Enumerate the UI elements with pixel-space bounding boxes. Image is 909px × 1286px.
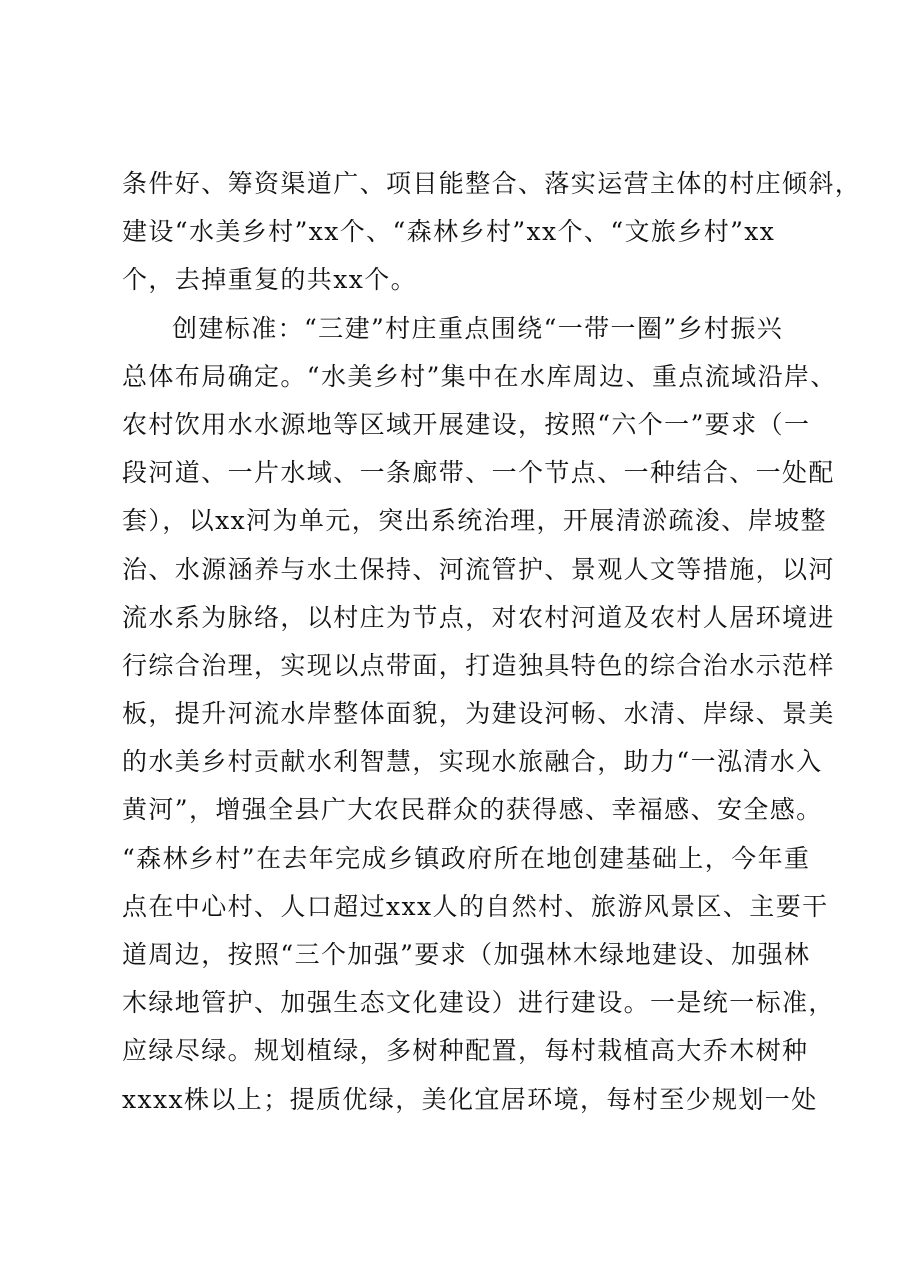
text-line: 点在中心村、人口超过xxx人的自然村、旅游风景区、主要干 xyxy=(122,891,829,921)
text-line: “森林乡村”在去年完成乡镇政府所在地创建基础上，今年重 xyxy=(122,843,811,873)
body-text xyxy=(122,160,862,1124)
text-line: 道周边，按照“三个加强”要求（加强林木绿地建设、加强林 xyxy=(122,940,811,969)
text-line: 农村饮用水水源地等区域开展建设，按照“六个一”要求（一 xyxy=(122,409,811,439)
text-line: 段河道、一片水域、一条廊带、一个节点、一种结合、一处配 xyxy=(122,458,835,488)
text-line: 的水美乡村贡献水利智慧，实现水旅融合，助力“一泓清水入 xyxy=(122,747,823,777)
text-line: 板，提升河流水岸整体面貌，为建设河畅、水清、岸绿、景美 xyxy=(122,699,835,729)
text-line: xxxx株以上；提质优绿，美化宜居环境，每村至少规划一处 xyxy=(122,1084,818,1114)
text-line: 条件好、筹资渠道广、项目能整合、落实运营主体的村庄倾斜， xyxy=(122,169,862,198)
paragraph-first-line: 创建标准：“三建”村庄重点围绕“一带一圈”乡村振兴 xyxy=(172,313,784,343)
text-line: 木绿地管护、加强生态文化建设）进行建设。一是统一标准， xyxy=(122,988,835,1018)
text-line: 黄河”，增强全县广大农民群众的获得感、幸福感、安全感。 xyxy=(122,795,823,825)
text-line: 行综合治理，实现以点带面，打造独具特色的综合治水示范样 xyxy=(122,650,835,680)
text-line: 建设“水美乡村”xx个、“森林乡村”xx个、“文旅乡村”xx xyxy=(122,217,776,247)
text-line: 总体布局确定。“水美乡村”集中在水库周边、重点流域沿岸、 xyxy=(122,361,837,391)
text-line: 流水系为脉络，以村庄为节点，对农村河道及农村人居环境进 xyxy=(122,602,835,632)
text-line: 套），以xx河为单元，突出系统治理，开展清淤疏浚、岸坡整 xyxy=(122,506,827,536)
text-line: 治、水源涵养与水土保持、河流管护、景观人文等措施，以河 xyxy=(122,554,835,584)
text-line: 应绿尽绿。规划植绿，多树种配置，每村栽植高大乔木树种 xyxy=(122,1036,809,1066)
text-line: 个，去掉重复的共xx个。 xyxy=(122,265,417,295)
